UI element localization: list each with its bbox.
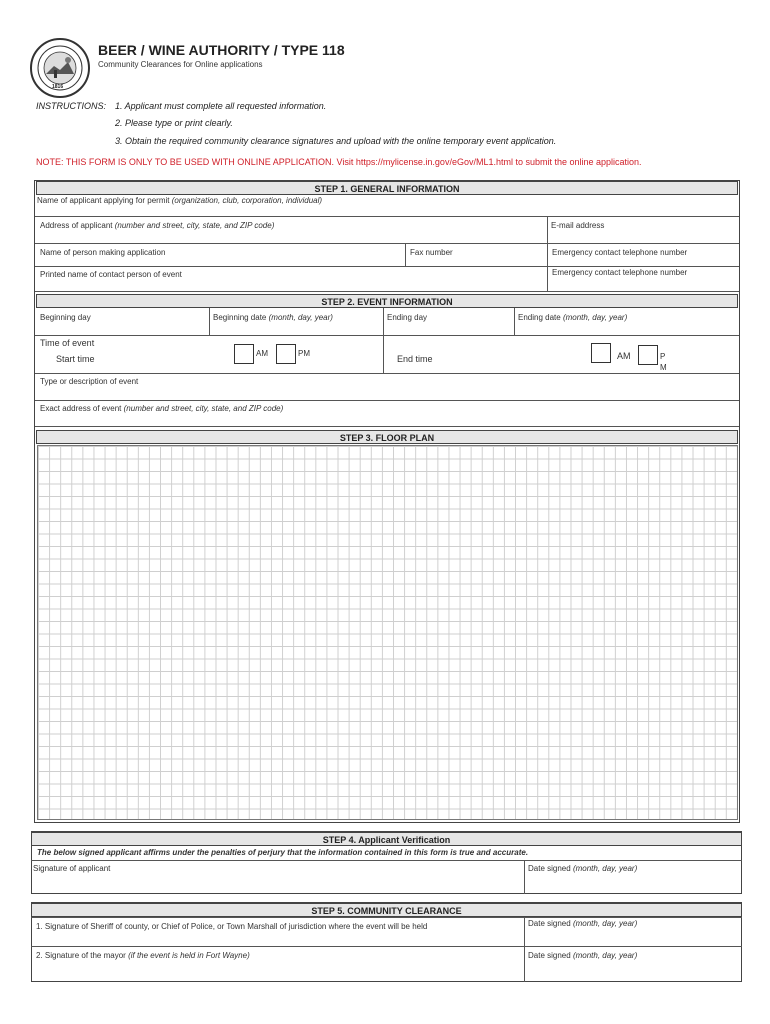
divider [209, 308, 210, 335]
beginning-day-label[interactable]: Beginning day [40, 313, 91, 322]
instructions-lead: INSTRUCTIONS: [36, 101, 107, 111]
mayor-signature-hint: (if the event is held in Fort Wayne) [128, 951, 250, 960]
divider [31, 946, 742, 947]
step4-date-field[interactable] [528, 864, 637, 873]
applicant-signature-label[interactable]: Signature of applicant [33, 864, 111, 873]
divider [383, 308, 384, 335]
step4-date-hint: (month, day, year) [572, 864, 638, 873]
step5-header: STEP 5. COMMUNITY CLEARANCE [31, 903, 742, 917]
emergency-phone-label-2[interactable]: Emergency contact telephone number [552, 268, 688, 277]
divider [35, 266, 739, 267]
divider [35, 335, 739, 336]
end-am-checkbox[interactable] [591, 343, 611, 363]
divider [31, 917, 742, 918]
affirmation-text: The below signed applicant affirms under the penalties of perjury that the information contained in this form is true and accurate. [37, 848, 529, 857]
email-label[interactable]: E-mail address [551, 221, 605, 230]
person-name-label[interactable]: Name of person making application [40, 248, 166, 257]
address-field[interactable] [40, 221, 274, 230]
divider [35, 243, 739, 244]
instruction-item-3: 3. Obtain the required community clearance signatures and upload with the online temporary event application. [115, 136, 557, 146]
instruction-item-2: 2. Please type or print clearly. [115, 118, 233, 128]
state-seal [30, 38, 90, 98]
divider [524, 860, 525, 894]
step5-date-hint-1: (month, day, year) [572, 919, 638, 928]
end-pm-checkbox[interactable] [638, 345, 658, 365]
ending-date-hint: (month, day, year) [562, 313, 628, 322]
step3-header: STEP 3. FLOOR PLAN [36, 430, 738, 444]
step5-date-label-2: Date signed [528, 951, 571, 960]
divider [35, 426, 739, 427]
beginning-date-label: Beginning date [213, 313, 267, 322]
beginning-date-hint: (month, day, year) [268, 313, 333, 322]
divider [35, 373, 739, 374]
step5-date-hint-2: (month, day, year) [572, 951, 638, 960]
fax-label[interactable]: Fax number [410, 248, 453, 257]
floor-plan-grid[interactable] [37, 445, 738, 820]
beginning-date-field[interactable] [213, 313, 333, 322]
emergency-phone-label-1[interactable]: Emergency contact telephone number [552, 248, 688, 257]
exact-address-hint: (number and street, city, state, and ZIP code) [123, 404, 284, 413]
mayor-signature-label: 2. Signature of the mayor [36, 951, 126, 960]
end-pm-label-p: P [660, 352, 666, 361]
ending-date-field[interactable] [518, 313, 627, 322]
time-of-event-label: Time of event [40, 338, 95, 348]
divider [35, 216, 739, 217]
end-time-label[interactable]: End time [397, 354, 433, 364]
end-pm-label-m: M [660, 363, 667, 372]
exact-address-label: Exact address of event [40, 404, 122, 413]
start-time-label[interactable]: Start time [56, 354, 95, 364]
contact-person-label[interactable]: Printed name of contact person of event [40, 270, 182, 279]
end-am-label: AM [617, 351, 631, 361]
start-am-label: AM [256, 349, 268, 358]
step4-date-label: Date signed [528, 864, 571, 873]
exact-address-field[interactable] [40, 404, 283, 413]
event-type-label[interactable]: Type or description of event [40, 377, 139, 386]
form-subtitle: Community Clearances for Online applications [98, 60, 263, 69]
address-label: Address of applicant [40, 221, 113, 230]
seal-year: 1816 [52, 84, 64, 90]
divider [31, 860, 742, 861]
step1-header: STEP 1. GENERAL INFORMATION [36, 181, 738, 195]
divider [547, 216, 548, 291]
step2-header: STEP 2. EVENT INFORMATION [36, 294, 738, 308]
step4-header: STEP 4. Applicant Verification [31, 832, 742, 846]
sheriff-signature-label[interactable]: 1. Signature of Sheriff of county, or Chief of Police, or Town Marshall of jurisdiction where the event will be held [36, 922, 428, 931]
divider [514, 308, 515, 335]
divider [35, 400, 739, 401]
online-note: NOTE: THIS FORM IS ONLY TO BE USED WITH ONLINE APPLICATION. Visit https://mylicense.in.gov/eGov/ML1.html to submit the online application. [36, 157, 642, 167]
applicant-name-hint: (organization, club, corporation, individual) [171, 196, 323, 205]
divider [524, 917, 525, 982]
start-pm-label: PM [298, 349, 310, 358]
divider [383, 335, 384, 373]
start-am-checkbox[interactable] [234, 344, 254, 364]
applicant-name-field[interactable] [37, 196, 322, 205]
address-hint: (number and street, city, state, and ZIP code) [114, 221, 275, 230]
step5-date-field-1[interactable] [528, 919, 637, 928]
ending-date-label: Ending date [518, 313, 561, 322]
mayor-signature-field[interactable] [36, 951, 250, 960]
form-title: BEER / WINE AUTHORITY / TYPE 118 [98, 42, 345, 58]
start-pm-checkbox[interactable] [276, 344, 296, 364]
divider [405, 243, 406, 267]
step5-date-label-1: Date signed [528, 919, 571, 928]
step5-date-field-2[interactable] [528, 951, 637, 960]
applicant-name-label: Name of applicant applying for permit [37, 196, 170, 205]
instruction-item-1: 1. Applicant must complete all requested information. [115, 101, 327, 111]
ending-day-label[interactable]: Ending day [387, 313, 428, 322]
divider [35, 291, 739, 292]
